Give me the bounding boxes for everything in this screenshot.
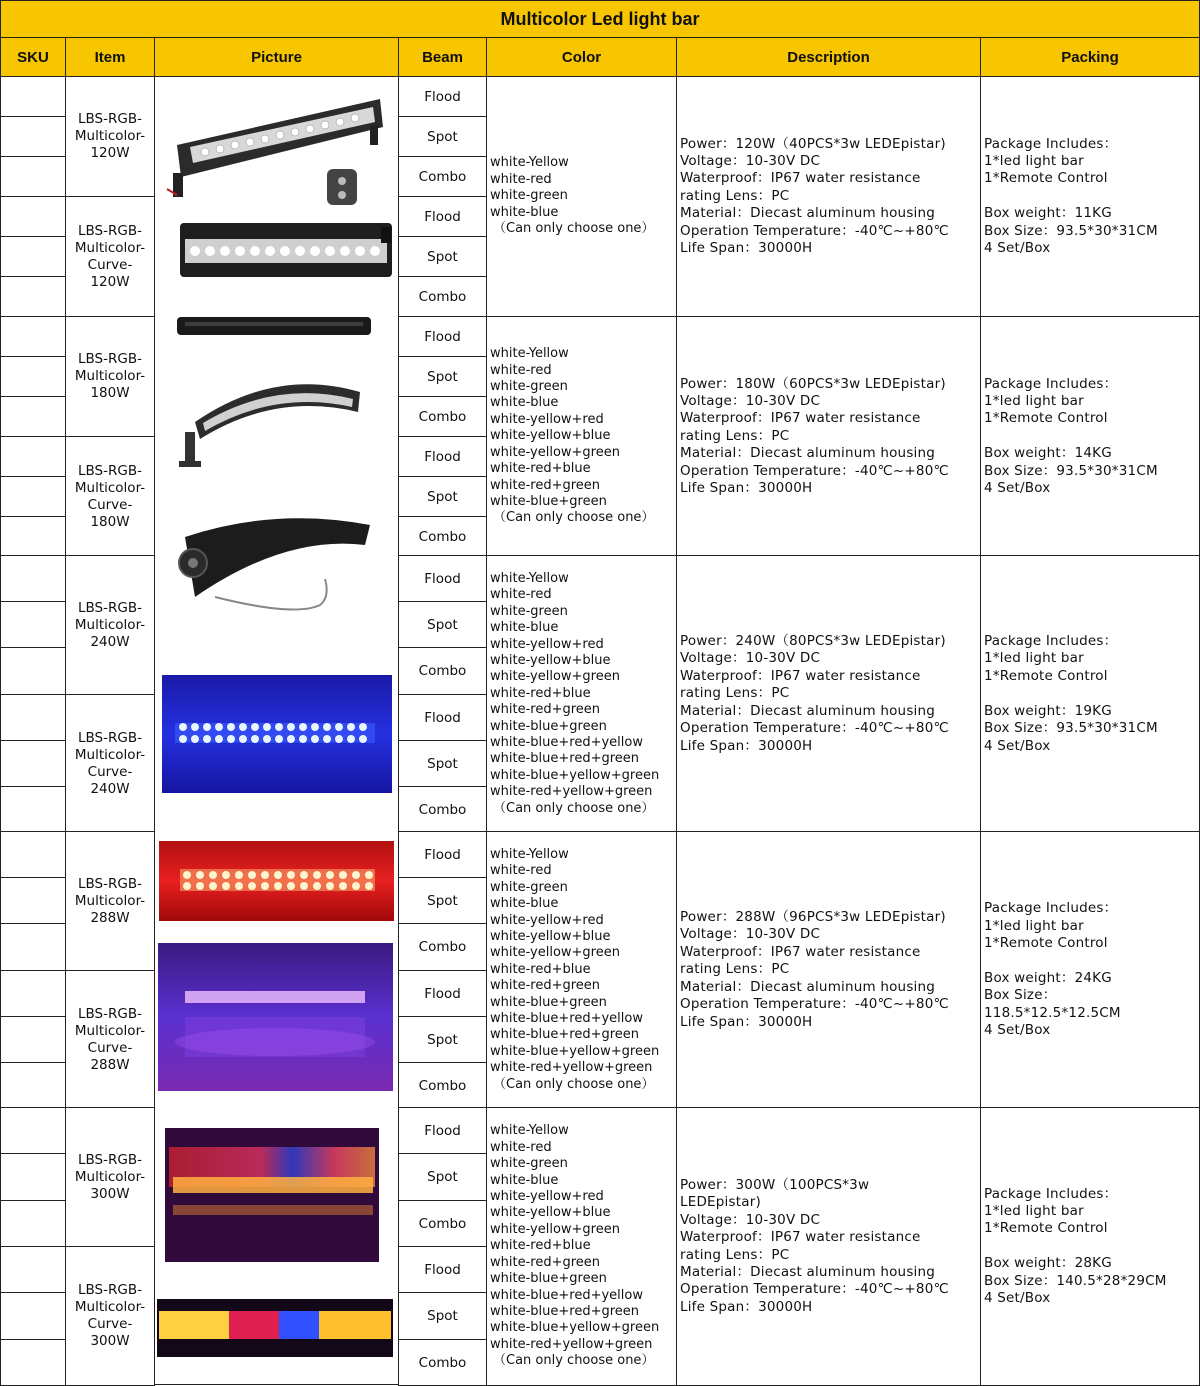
color-option: white-green [490,188,568,204]
beam-cell: Combo [398,156,487,197]
header-picture: Picture [154,37,399,77]
color-option: white-blue+red+green [490,1027,640,1043]
sku-cell [0,76,66,117]
description-cell [676,831,981,1109]
color-option: white-green [490,603,568,619]
color-option: white-blue+red+yellow [490,1287,643,1303]
item-name-cell: LBS-RGB- Multicolor- Curve- 120W [65,196,155,317]
color-option: white-red [490,1139,552,1155]
color-option: white-green [490,879,568,895]
color-option: （Can only choose one） [493,1353,655,1369]
color-option: white-yellow+blue [490,428,611,444]
color-options-cell [486,76,677,317]
color-option: white-yellow+blue [490,928,611,944]
purple-lit-bar-picture [158,943,393,1091]
beam-cell: Spot [398,1153,487,1201]
color-option: white-red+blue [490,961,591,977]
item-name-cell: LBS-RGB- Multicolor- 300W [65,1107,155,1247]
color-option: white-blue [490,620,559,636]
color-option: white-yellow+blue [490,1205,611,1221]
color-option: white-yellow+red [490,411,604,427]
sku-cell [0,877,66,924]
description-text: Power：240W（80PCS*3w LEDEpistar) Voltage：10-30V DC Waterproof：IP67 water resistance rating Lens：PC Material：Diecast aluminum housing Operation Temperature：-40℃~+80℃ Life Span：30000H [680,633,949,754]
beam-cell: Spot [398,236,487,277]
packing-cell [980,1107,1200,1386]
sku-cell [0,1062,66,1109]
sku-cell [0,831,66,878]
packing-cell [980,316,1200,557]
color-option: white-red+green [490,702,601,718]
beam-cell: Flood [398,316,487,357]
beam-cell: Flood [398,694,487,741]
description-cell [676,76,981,317]
multicolor-lit-bar-picture [165,1128,379,1262]
color-options-cell [486,555,677,833]
header-sku: SKU [0,37,66,77]
beam-cell: Spot [398,1292,487,1340]
packing-text: Package Includes： 1*led light bar 1*Remote Control Box weight：28KG Box Size：140.5*28*29CM 4 Set/Box [984,1185,1167,1307]
product-pictures [155,77,399,1385]
color-option: white-blue+yellow+green [490,1320,660,1336]
color-option: white-Yellow [490,1123,569,1139]
color-option: white-green [490,379,568,395]
curved-multicolor-bar-picture [157,1299,393,1357]
color-option: white-red+yellow+green [490,1336,653,1352]
sku-cell [0,1200,66,1247]
sku-cell [0,555,66,602]
header-packing: Packing [980,37,1200,77]
color-option: white-blue+red+yellow [490,1011,643,1027]
description-cell [676,555,981,833]
color-option: （Can only choose one） [493,510,655,526]
color-options-cell [486,831,677,1109]
color-option: white-red+green [490,978,601,994]
color-option: white-yellow+red [490,1189,604,1205]
sku-cell [0,601,66,648]
item-name-cell: LBS-RGB- Multicolor- Curve- 240W [65,694,155,833]
color-option: white-yellow+green [490,1221,620,1237]
beam-cell: Combo [398,923,487,971]
curved-bar-picture [179,384,360,467]
item-name-cell: LBS-RGB- Multicolor- 180W [65,316,155,437]
color-option: white-Yellow [490,346,569,362]
beam-cell: Spot [398,877,487,924]
color-option: white-blue+red+green [490,751,640,767]
red-lit-bar-picture [159,841,394,921]
sku-cell [0,1292,66,1340]
sku-cell [0,196,66,237]
straight-bar-front-picture [180,223,392,277]
beam-cell: Combo [398,396,487,437]
beam-cell: Flood [398,1107,487,1154]
color-option: white-yellow+red [490,912,604,928]
color-option: white-red+green [490,477,601,493]
description-cell [676,1107,981,1386]
description-text: Power：288W（96PCS*3w LEDEpistar) Voltage：10-30V DC Waterproof：IP67 water resistance rating Lens：PC Material：Diecast aluminum housing Operation Temperature：-40℃~+80℃ Life Span：30000H [680,909,949,1030]
beam-cell: Flood [398,1246,487,1293]
item-name-cell: LBS-RGB- Multicolor- 120W [65,76,155,197]
sku-cell [0,1016,66,1063]
packing-cell [980,76,1200,317]
sku-cell [0,923,66,971]
sku-cell [0,647,66,695]
beam-cell: Spot [398,601,487,648]
item-name-cell: LBS-RGB- Multicolor- Curve- 288W [65,970,155,1109]
color-option: white-red+blue [490,685,591,701]
sku-cell [0,236,66,277]
curved-bar-side-picture [179,518,370,609]
color-option: （Can only choose one） [493,221,655,237]
color-option: （Can only choose one） [493,800,655,816]
beam-cell: Flood [398,555,487,602]
color-option: white-red+blue [490,461,591,477]
color-option: white-blue+green [490,994,607,1010]
packing-text: Package Includes： 1*led light bar 1*Remote Control Box weight：19KG Box Size：93.5*30*31CM 4 Set/Box [984,633,1158,754]
color-option: white-yellow+blue [490,652,611,668]
beam-cell: Flood [398,831,487,878]
beam-cell: Combo [398,1062,487,1109]
header-beam: Beam [398,37,487,77]
color-option: white-red [490,587,552,603]
sku-cell [0,396,66,437]
beam-cell: Combo [398,276,487,317]
beam-cell: Spot [398,1016,487,1063]
packing-text: Package Includes： 1*led light bar 1*Remote Control Box weight：11KG Box Size：93.5*30*31CM 4 Set/Box [984,135,1158,257]
sku-cell [0,1107,66,1154]
description-cell [676,316,981,557]
beam-cell: Spot [398,116,487,157]
packing-cell [980,555,1200,833]
sku-cell [0,970,66,1017]
beam-cell: Flood [398,196,487,237]
color-options-cell [486,1107,677,1386]
description-text: Power：180W（60PCS*3w LEDEpistar) Voltage：10-30V DC Waterproof：IP67 water resistance rating Lens：PC Material：Diecast aluminum housing Operation Temperature：-40℃~+80℃ Life Span：30000H [680,375,949,497]
item-name-cell: LBS-RGB- Multicolor- Curve- 300W [65,1246,155,1386]
color-option: white-red [490,362,552,378]
slim-bar-picture [177,317,371,335]
sku-cell [0,356,66,397]
sku-cell [0,276,66,317]
blue-lit-bar-picture [162,675,392,793]
sku-cell [0,156,66,197]
sku-cell [0,1339,66,1386]
item-name-cell: LBS-RGB- Multicolor- 240W [65,555,155,695]
sku-cell [0,116,66,157]
color-option: white-blue [490,395,559,411]
beam-cell: Spot [398,356,487,397]
color-option: white-red+yellow+green [490,784,653,800]
color-option: white-green [490,1156,568,1172]
beam-cell: Combo [398,786,487,833]
color-option: white-red+yellow+green [490,1060,653,1076]
color-option: white-blue [490,204,559,220]
sku-cell [0,476,66,517]
beam-cell: Combo [398,647,487,695]
beam-cell: Flood [398,970,487,1017]
beam-cell: Combo [398,1339,487,1386]
sku-cell [0,1246,66,1293]
sku-cell [0,316,66,357]
sku-cell [0,516,66,557]
color-option: white-blue+red+green [490,1303,640,1319]
color-option: white-blue+green [490,1271,607,1287]
color-option: white-red [490,863,552,879]
header-item: Item [65,37,155,77]
color-option: white-blue+green [490,493,607,509]
color-option: white-yellow+green [490,945,620,961]
color-option: white-blue [490,896,559,912]
beam-cell: Spot [398,740,487,787]
color-option: white-yellow+red [490,636,604,652]
color-option: white-Yellow [490,155,569,171]
color-option: white-blue [490,1172,559,1188]
sku-cell [0,786,66,833]
item-name-cell: LBS-RGB- Multicolor- 288W [65,831,155,971]
color-option: white-blue+yellow+green [490,767,660,783]
sku-cell [0,694,66,741]
item-name-cell: LBS-RGB- Multicolor- Curve- 180W [65,436,155,557]
sku-cell [0,740,66,787]
header-color: Color [486,37,677,77]
packing-cell [980,831,1200,1109]
beam-cell: Combo [398,1200,487,1247]
description-text: Power：300W（100PCS*3w LEDEpistar) Voltage：10-30V DC Waterproof：IP67 water resistance rating Lens：PC Material：Diecast aluminum housing Operation Temperature：-40℃~+80℃ Life Span：30000H [680,1176,949,1315]
beam-cell: Spot [398,476,487,517]
picture-column [154,76,399,1385]
packing-text: Package Includes： 1*led light bar 1*Remote Control Box weight：24KG Box Size： 118.5*12.5*12.5CM 4 Set/Box [984,900,1121,1039]
table-title: Multicolor Led light bar [0,0,1200,37]
color-option: white-yellow+green [490,669,620,685]
beam-cell: Flood [398,436,487,477]
description-text: Power：120W（40PCS*3w LEDEpistar) Voltage：10-30V DC Waterproof：IP67 water resistance rating Lens：PC Material：Diecast aluminum housing Operation Temperature：-40℃~+80℃ Life Span：30000H [680,135,949,257]
color-option: white-Yellow [490,846,569,862]
sku-cell [0,1153,66,1201]
color-option: white-blue+green [490,718,607,734]
sku-cell [0,436,66,477]
color-option: white-red [490,171,552,187]
color-option: white-red+blue [490,1238,591,1254]
color-option: white-red+green [490,1254,601,1270]
color-option: white-blue+yellow+green [490,1043,660,1059]
packing-text: Package Includes： 1*led light bar 1*Remote Control Box weight：14KG Box Size：93.5*30*31CM 4 Set/Box [984,375,1158,497]
color-option: white-Yellow [490,570,569,586]
straight-bar-120w-picture [167,99,383,205]
header-description: Description [676,37,981,77]
color-options-cell [486,316,677,557]
color-option: white-blue+red+yellow [490,735,643,751]
color-option: （Can only choose one） [493,1076,655,1092]
beam-cell: Flood [398,76,487,117]
beam-cell: Combo [398,516,487,557]
color-option: white-yellow+green [490,444,620,460]
